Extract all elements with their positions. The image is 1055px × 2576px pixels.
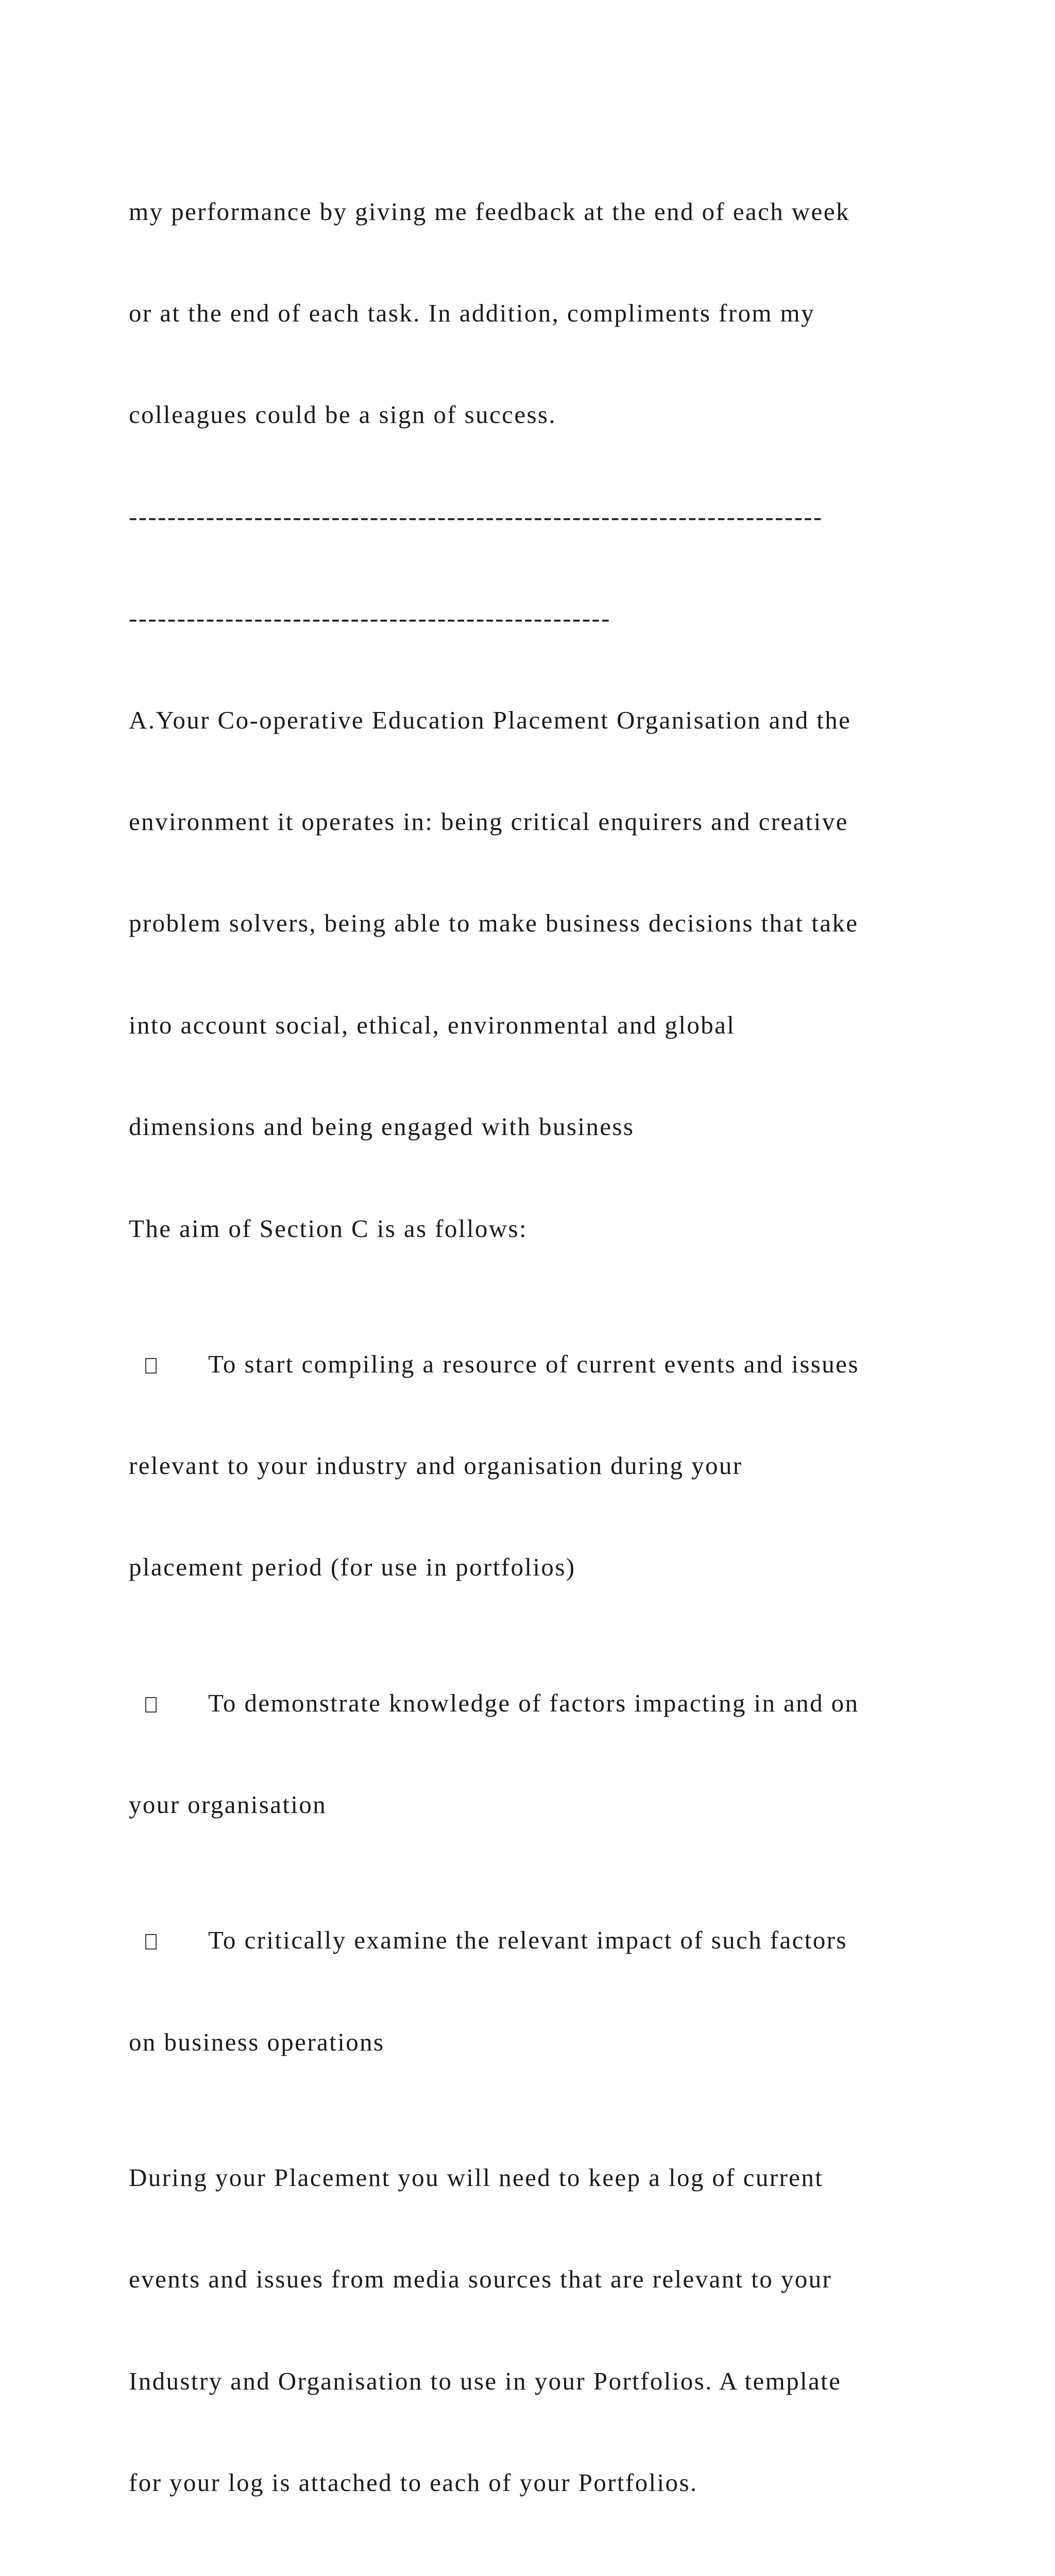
text-line: events and issues from media sources that are relevant to your bbox=[129, 2265, 832, 2294]
text-line: During your Placement you will need to keep a log of current bbox=[129, 2163, 824, 2192]
text-line: on business operations bbox=[129, 2027, 385, 2056]
text-line: placement period (for use in portfolios) bbox=[129, 1553, 576, 1582]
text-line: your organisation bbox=[129, 1790, 327, 1819]
bullet-item bbox=[129, 1347, 974, 1381]
missing-glyph-bullet-icon bbox=[145, 1358, 157, 1374]
text-line: problem solvers, being able to make business decisions that take bbox=[129, 909, 859, 938]
separator-line: -------------------------------------------------- bbox=[129, 604, 611, 633]
text-line: my performance by giving me feedback at the end of each week bbox=[129, 197, 850, 226]
bullet-text: To demonstrate knowledge of factors impacting in and on bbox=[208, 1688, 859, 1717]
text-line: relevant to your industry and organisation during your bbox=[129, 1451, 743, 1480]
text-line: The aim of Section C is as follows: bbox=[129, 1214, 528, 1243]
bullet-item bbox=[129, 1923, 974, 1957]
text-line: colleagues could be a sign of success. bbox=[129, 400, 557, 429]
bullet-item bbox=[129, 1686, 974, 1720]
bullet-text: To start compiling a resource of current events and issues bbox=[208, 1349, 859, 1378]
section-heading: A.Your Co-operative Education Placement Organisation and the bbox=[129, 705, 852, 734]
separator-line: ------------------------------------------------------------------------ bbox=[129, 502, 823, 531]
text-line: for your log is attached to each of your Portfolios. bbox=[129, 2468, 698, 2497]
missing-glyph-bullet-icon bbox=[145, 1934, 157, 1950]
missing-glyph-bullet-icon bbox=[145, 1697, 157, 1713]
document-body bbox=[129, 127, 974, 2576]
text-line: Industry and Organisation to use in your Portfolios. A template bbox=[129, 2366, 842, 2395]
text-line: into account social, ethical, environmental and global bbox=[129, 1010, 736, 1039]
text-line: environment it operates in: being critical enquirers and creative bbox=[129, 807, 848, 836]
text-line: or at the end of each task. In addition, compliments from my bbox=[129, 298, 815, 327]
text-line: dimensions and being engaged with business bbox=[129, 1112, 635, 1141]
bullet-text: To critically examine the relevant impact of such factors bbox=[208, 1926, 847, 1955]
